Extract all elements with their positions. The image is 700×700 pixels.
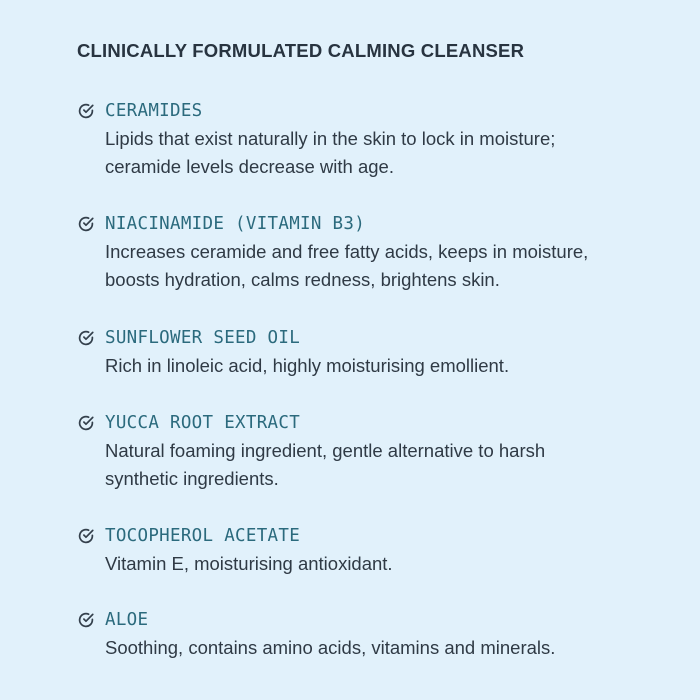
ingredient-description-line: Soothing, contains amino acids, vitamins and minerals. xyxy=(105,637,556,658)
ingredient-item-yucca-root-extract xyxy=(77,409,625,493)
ingredient-item-aloe xyxy=(77,606,625,662)
ingredient-name: YUCCA ROOT EXTRACT xyxy=(105,413,301,433)
ingredient-description-line: synthetic ingredients. xyxy=(105,468,279,489)
ingredient-description-line: Vitamin E, moisturising antioxidant. xyxy=(105,553,393,574)
ingredient-description-line: Lipids that exist naturally in the skin to lock in moisture; xyxy=(105,128,556,149)
ingredient-name: NIACINAMIDE (VITAMIN B3) xyxy=(105,214,366,234)
ingredient-description-line: ceramide levels decrease with age. xyxy=(105,156,394,177)
ingredient-item-sunflower-seed-oil xyxy=(77,324,625,380)
ingredient-name: TOCOPHEROL ACETATE xyxy=(105,526,301,546)
circle-check-icon xyxy=(77,414,95,432)
ingredient-description-line: Natural foaming ingredient, gentle alternative to harsh xyxy=(105,440,546,461)
circle-check-icon xyxy=(77,527,95,545)
ingredient-description-line: boosts hydration, calms redness, brightens skin. xyxy=(105,269,500,290)
ingredient-description-line: Rich in linoleic acid, highly moisturising emollient. xyxy=(105,355,510,376)
circle-check-icon xyxy=(77,611,95,629)
ingredient-item-ceramides xyxy=(77,97,625,181)
circle-check-icon xyxy=(77,329,95,347)
ingredient-item-tocopherol-acetate xyxy=(77,522,625,578)
circle-check-icon xyxy=(77,215,95,233)
ingredient-description-line: Increases ceramide and free fatty acids, keeps in moisture, xyxy=(105,241,589,262)
circle-check-icon xyxy=(77,102,95,120)
ingredient-name: CERAMIDES xyxy=(105,101,203,121)
ingredient-name: ALOE xyxy=(105,610,149,630)
page-title: CLINICALLY FORMULATED CALMING CLEANSER xyxy=(77,40,525,61)
ingredient-name: SUNFLOWER SEED OIL xyxy=(105,328,301,348)
ingredient-item-niacinamide xyxy=(77,210,645,294)
